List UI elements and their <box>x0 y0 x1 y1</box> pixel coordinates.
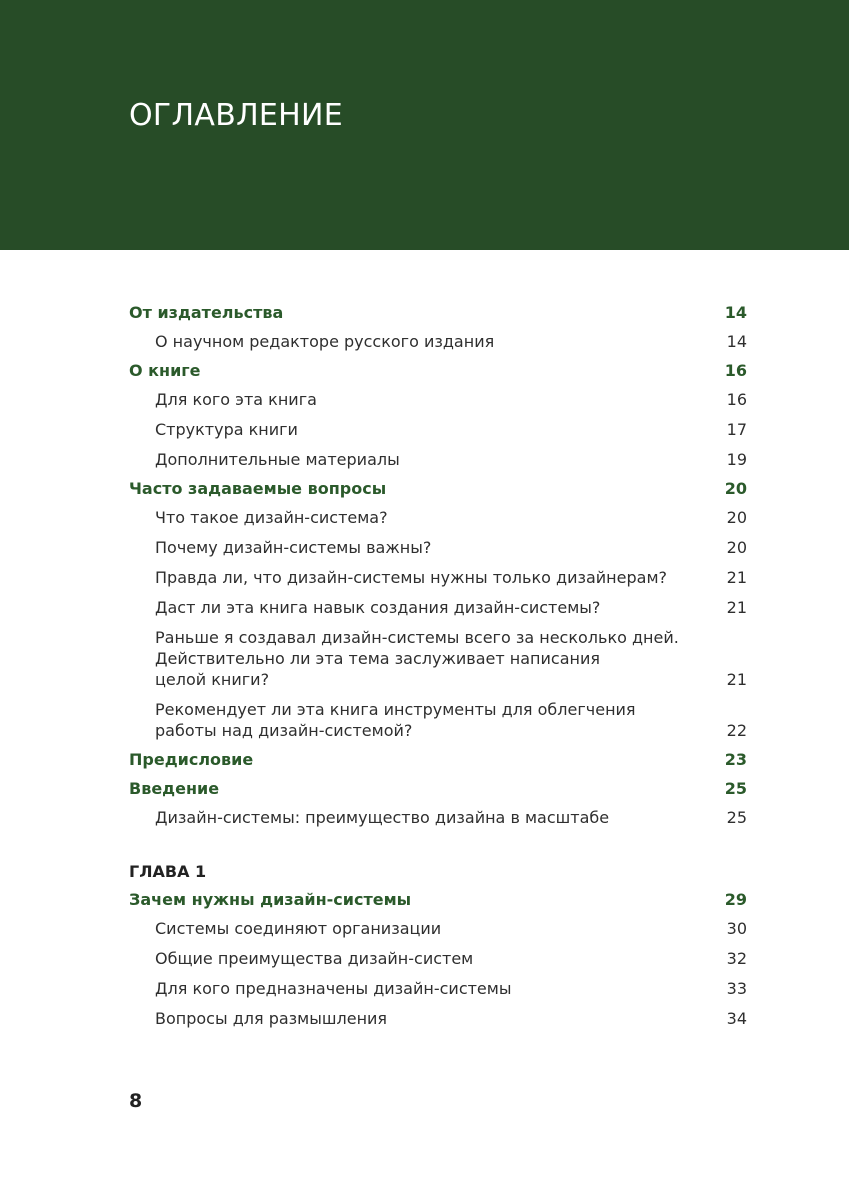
toc-entry-title: Рекомендует ли эта книга инструменты для облегчения работы над дизайн-системой? <box>155 700 636 740</box>
toc-entry-title: Введение <box>129 779 220 798</box>
toc-entry-page: 19 <box>726 450 747 469</box>
toc-entry-page: 17 <box>726 420 747 439</box>
toc-entry-page: 20 <box>726 508 747 527</box>
toc-entry-page: 21 <box>726 568 747 587</box>
toc-entry[interactable] <box>129 749 747 770</box>
toc-subentry[interactable] <box>129 507 747 528</box>
toc-subentry[interactable] <box>129 627 747 690</box>
toc-subentry[interactable] <box>129 449 747 470</box>
toc-entry-page: 34 <box>726 1009 747 1028</box>
toc-entry-page: 21 <box>726 670 747 689</box>
chapter-label: ГЛАВА 1 <box>129 862 207 881</box>
toc-entry-page: 22 <box>726 721 747 740</box>
toc-entry-title: Системы соединяют организации <box>155 919 442 938</box>
toc-entry-page: 25 <box>724 779 747 798</box>
toc-entry-title: О научном редакторе русского издания <box>155 332 495 351</box>
toc-entry-page: 20 <box>726 538 747 557</box>
toc-subentry[interactable] <box>129 419 747 440</box>
toc-entry-title: Предисловие <box>129 750 254 769</box>
toc-entry-page: 23 <box>724 750 747 769</box>
toc-subentry[interactable] <box>129 948 747 969</box>
toc-entry-title: Зачем нужны дизайн-системы <box>129 890 412 909</box>
toc-entry-page: 14 <box>726 332 747 351</box>
toc-entry-title: Почему дизайн-системы важны? <box>155 538 432 557</box>
toc-entry-title: Общие преимущества дизайн-систем <box>155 949 474 968</box>
toc-subentry[interactable] <box>129 567 747 588</box>
toc-entry-title: Часто задаваемые вопросы <box>129 479 387 498</box>
toc-entry-title: Правда ли, что дизайн-системы нужны только дизайнерам? <box>155 568 667 587</box>
toc-entry-title: От издательства <box>129 303 284 322</box>
toc-entry-page: 21 <box>726 598 747 617</box>
toc-entry-page: 20 <box>724 479 747 498</box>
toc-entry-page: 32 <box>726 949 747 968</box>
toc-subentry[interactable] <box>129 597 747 618</box>
table-of-contents <box>129 298 747 1029</box>
toc-subentry[interactable] <box>129 1008 747 1029</box>
toc-entry-page: 29 <box>724 890 747 909</box>
toc-entry-title: Дизайн-системы: преимущество дизайна в масштабе <box>155 808 610 827</box>
toc-entry-title: О книге <box>129 361 201 380</box>
toc-entry-title: Дополнительные материалы <box>155 450 400 469</box>
toc-entry[interactable] <box>129 478 747 499</box>
toc-entry-page: 14 <box>724 303 747 322</box>
toc-entry-title: Структура книги <box>155 420 298 439</box>
toc-entry-title: Для кого эта книга <box>155 390 317 409</box>
toc-subentry[interactable] <box>129 978 747 999</box>
toc-entry[interactable] <box>129 302 747 323</box>
toc-entry[interactable] <box>129 889 747 910</box>
toc-entry-page: 16 <box>726 390 747 409</box>
toc-subentry[interactable] <box>129 699 747 741</box>
toc-entry-title: Что такое дизайн-система? <box>155 508 388 527</box>
toc-entry-title: Вопросы для размышления <box>155 1009 388 1028</box>
toc-entry-page: 30 <box>726 919 747 938</box>
toc-entry-page: 33 <box>726 979 747 998</box>
page-number: 8 <box>129 1090 143 1112</box>
toc-subentry[interactable] <box>129 918 747 939</box>
header-banner <box>0 0 849 250</box>
toc-entry[interactable] <box>129 778 747 799</box>
toc-entry-page: 25 <box>726 808 747 827</box>
toc-subentry[interactable] <box>129 389 747 410</box>
toc-entry-title: Раньше я создавал дизайн-системы всего за несколько дней. Действительно ли эта тема заслуживает написания целой книги? <box>155 628 679 689</box>
toc-entry-title: Даст ли эта книга навык создания дизайн-системы? <box>155 598 601 617</box>
toc-entry-page: 16 <box>724 361 747 380</box>
toc-entry-title: Для кого предназначены дизайн-системы <box>155 979 512 998</box>
toc-subentry[interactable] <box>129 537 747 558</box>
page-title: ОГЛАВЛЕНИЕ <box>129 98 344 133</box>
toc-subentry[interactable] <box>129 331 747 352</box>
toc-subentry[interactable] <box>129 807 747 828</box>
toc-entry[interactable] <box>129 360 747 381</box>
